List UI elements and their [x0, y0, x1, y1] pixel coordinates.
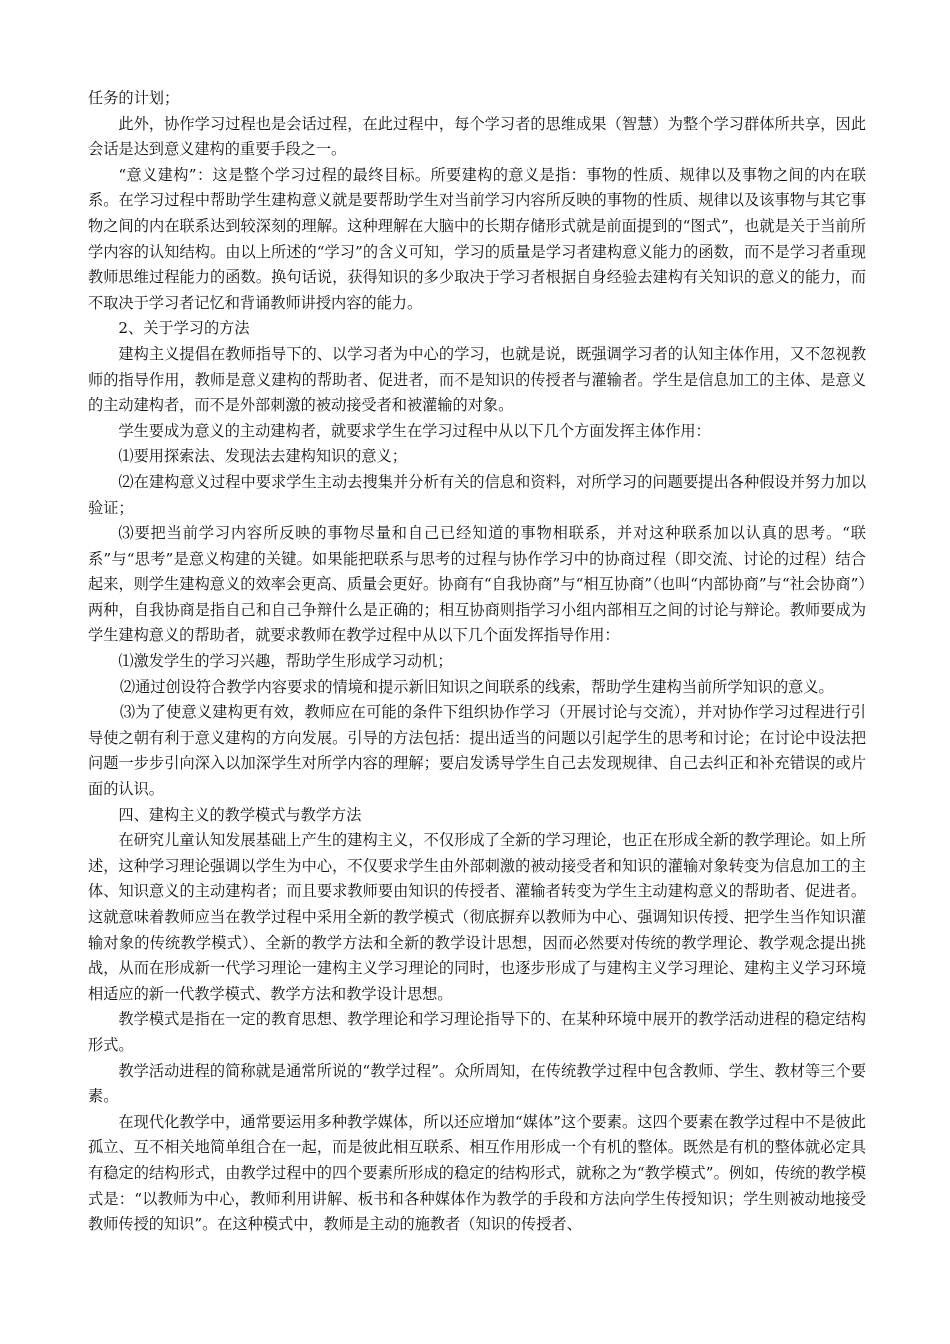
list-item-teacher-1: ⑴激发学生的学习兴趣，帮助学生形成学习动机；: [118, 652, 453, 671]
section-heading-teaching-model: 四、建构主义的教学模式与教学方法: [118, 805, 362, 824]
paragraph-constructivism-advocacy: 建构主义提倡在教师指导下的、以学习者为中心的学习，也就是说，既强调学习者的认知主体作用，又不忽视教师的指导作用，教师是意义建构的帮助者、促进者，而不是知识的传授者与灌输者。学生是信息加工的主体、是意义的主动建构者，而不是外部刺激的被动接受者和被灌输的对象。: [88, 344, 866, 415]
section-heading-learning-method: 2、关于学习的方法: [118, 319, 250, 338]
list-item-student-1: ⑴要用探索法、发现法去建构知识的意义；: [118, 447, 407, 466]
paragraph-modern-teaching: 在现代化教学中，通常要运用多种教学媒体，所以还应增加“媒体”这个要素。这四个要素在教学过程中不是彼此孤立、互不相关地简单组合在一起，而是彼此相互联系、相互作用形成一个有机的整体。既然是有机的整体就必定具有稳定的结构形式，由教学过程中的四个要素所形成的稳定的结构形式，就称之为“教学模式”。例如，传统的教学模式是：“以教师为中心，教师利用讲解、板书和各种媒体作为教学的手段和方法向学生传授知识；学生则被动地接受教师传授的知识”。在这种模式中，教师是主动的施教者（知识的传授者、: [88, 1112, 866, 1234]
list-item-student-2: ⑵在建构意义过程中要求学生主动去搜集并分析有关的信息和资料，对所学习的问题要提出各种假设并努力加以验证；: [88, 472, 866, 517]
list-item-teacher-2: ⑵通过创设符合教学内容要求的情境和提示新旧知识之间联系的线索，帮助学生建构当前所学知识的意义。: [119, 677, 834, 696]
paragraph-teaching-process: 教学活动进程的简称就是通常所说的“教学过程”。众所周知，在传统教学过程中包含教师、学生、教材等三个要素。: [88, 1061, 866, 1106]
paragraph-collaborative-dialogue: 此外，协作学习过程也是会话过程，在此过程中，每个学习者的思维成果（智慧）为整个学习群体所共享，因此会话是达到意义建构的重要手段之一。: [88, 114, 866, 159]
paragraph-teaching-model-definition: 教学模式是指在一定的教育思想、教学理论和学习理论指导下的、在某种环境中展开的教学活动进程的稳定结构形式。: [88, 1010, 866, 1054]
paragraph-meaning-construction: “意义建构”：这是整个学习过程的最终目标。所要建构的意义是指：事物的性质、规律以及事物之间的内在联系。在学习过程中帮助学生建构意义就是要帮助学生对当前学习内容所反映的事物的性质、规律以及该事物与其它事物之间的内在联系达到较深刻的理解。这种理解在大脑中的长期存储形式就是前面提到的“图式”，也就是关于当前所学内容的认知结构。由以上所述的“学习”的含义可知，学习的质量是学习者建构意义能力的函数，而不是学习者重现教师思维过程能力的函数。换句话说，获得知识的多少取决于学习者根据自身经验去建构有关知识的意义的能力，而不取决于学习者记忆和背诵教师讲授内容的能力。: [88, 165, 866, 312]
paragraph-teaching-theory: 在研究儿童认知发展基础上产生的建构主义，不仅形成了全新的学习理论，也正在形成全新的教学理论。如上所述，这种学习理论强调以学生为中心，不仅要求学生由外部刺激的被动接受者和知识的灌输对象转变为信息加工的主体、知识意义的主动建构者；而且要求教师要由知识的传授者、灌输者转变为学生主动建构意义的帮助者、促进者。这就意味着教师应当在教学过程中采用全新的教学模式（彻底摒弃以教师为中心、强调知识传授、把学生当作知识灌输对象的传统教学模式）、全新的教学方法和全新的教学设计思想，因而必然要对传统的教学理论、教学观念提出挑战，从而在形成新一代学习理论一建构主义学习理论的同时，也逐步形成了与建构主义学习理论、建构主义学习环境相适应的新一代教学模式、教学方法和教学设计思想。: [88, 831, 866, 1003]
paragraph-student-role: 学生要成为意义的主动建构者，就要求学生在学习过程中从以下几个方面发挥主体作用：: [118, 421, 711, 440]
paragraph-fragment: 任务的计划；: [88, 89, 180, 107]
document-page: [88, 86, 866, 1238]
list-item-teacher-3: ⑶为了使意义建构更有效，教师应在可能的条件下组织协作学习（开展讨论与交流），并对协作学习过程进行引导使之朝有利于意义建构的方向发展。引导的方法包括：提出适当的问题以引起学生的思考和讨论；在讨论中设法把问题一步步引向深入以加深学生对所学内容的理解；要启发诱导学生自己去发现规律、自己去纠正和补充错误的或片面的认识。: [88, 703, 866, 799]
list-item-student-3: ⑶要把当前学习内容所反映的事物尽量和自己已经知道的事物相联系，并对这种联系加以认真的思考。“联系”与“思考”是意义构建的关键。如果能把联系与思考的过程与协作学习中的协商过程（即交流、讨论的过程）结合起来，则学生建构意义的效率会更高、质量会更好。协商有“自我协商”与“相互协商”（也叫“内部协商”与“社会协商”）两种，自我协商是指自己和自己争辩什么是正确的；相互协商则指学习小组内部相互之间的讨论与辩论。教师要成为学生建构意义的帮助者，就要求教师在教学过程中从以下几个面发挥指导作用：: [88, 524, 866, 645]
